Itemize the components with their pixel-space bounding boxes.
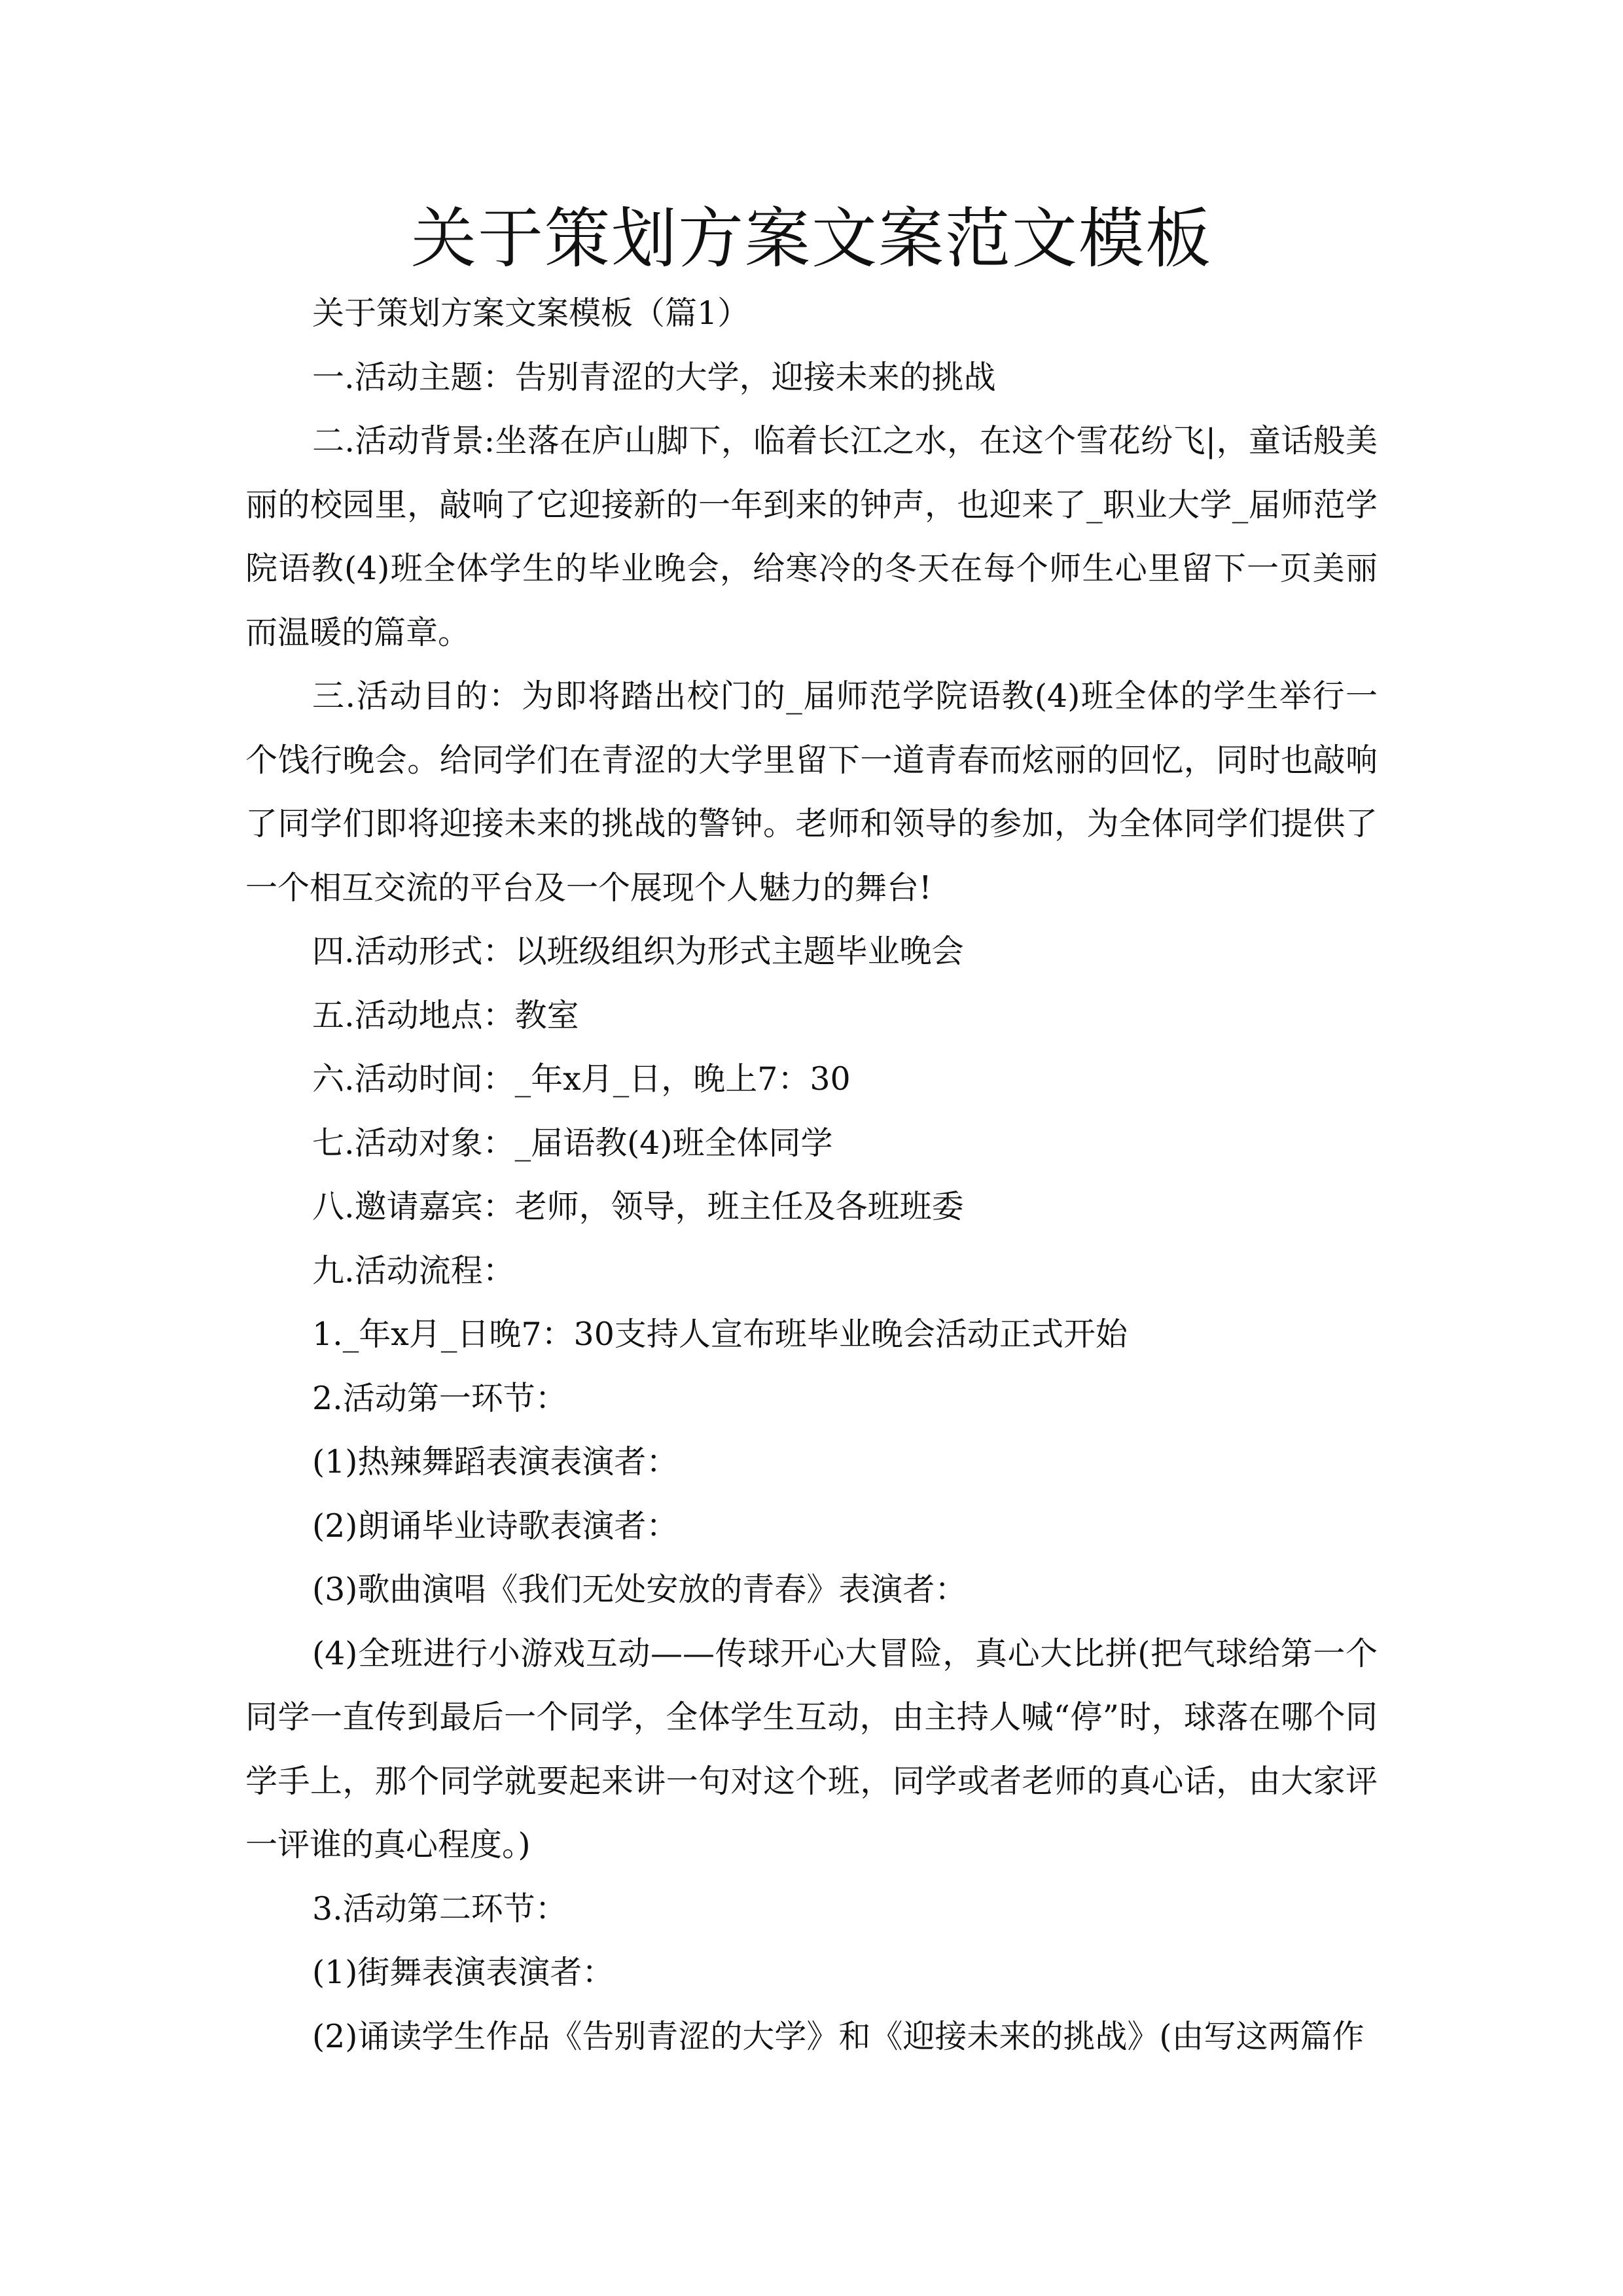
paragraph-time: 六.活动时间：_年x月_日，晚上7：30 [312,1060,851,1098]
paragraph-process-3: 3.活动第二环节： [312,1890,567,1928]
paragraph-item-dance: (1)热辣舞蹈表演表演者： [312,1443,679,1480]
paragraph-item-street-dance: (1)街舞表演表演者： [312,1954,615,1991]
document-body [245,281,1378,2068]
paragraph-item-game: (4)全班进行小游戏互动——传球开心大冒险，真心大比拼(把气球给第一个同学一直传到最后一个同学，全体学生互动，由主持人喊“停”时，球落在哪个同学手上，那个同学就要起来讲一句对这个班，同学或者老师的真心话，由大家评一评谁的真心程度。) [245,1634,1378,1863]
paragraph-guests: 八.邀请嘉宾：老师，领导，班主任及各班班委 [312,1188,964,1225]
paragraph-audience: 七.活动对象：_届语教(4)班全体同学 [312,1124,833,1162]
paragraph-purpose: 三.活动目的：为即将踏出校门的_届师范学院语教(4)班全体的学生举行一个饯行晚会。给同学们在青涩的大学里留下一道青春而炫丽的回忆，同时也敲响了同学们即将迎接未来的挑战的警钟。老师和领导的参加，为全体同学们提供了一个相互交流的平台及一个展现个人魅力的舞台! [245,677,1378,906]
paragraph-location: 五.活动地点：教室 [312,996,579,1034]
paragraph-process-2: 2.活动第一环节： [312,1379,567,1417]
paragraph-process-heading: 九.活动流程： [312,1251,515,1289]
paragraph-item-song: (3)歌曲演唱《我们无处安放的青春》表演者： [312,1571,967,1608]
paragraph-form: 四.活动形式：以班级组织为形式主题毕业晚会 [312,933,964,970]
paragraph-theme: 一.活动主题：告别青涩的大学，迎接未来的挑战 [312,358,996,396]
paragraph-item-poem: (2)朗诵毕业诗歌表演者： [312,1507,679,1545]
paragraph-item-reading: (2)诵读学生作品《告别青涩的大学》和《迎接未来的挑战》(由写这两篇作 [312,2017,1364,2055]
document-title: 关于策划方案文案范文模板 [411,200,1212,277]
paragraph-background: 二.活动背景:坐落在庐山脚下，临着长江之水，在这个雪花纷飞|，童话般美丽的校园里，敲响了它迎接新的一年到来的钟声，也迎来了_职业大学_届师范学院语教(4)班全体学生的毕业晚会，给寒冷的冬天在每个师生心里留下一页美丽而温暖的篇章。 [245,422,1378,651]
paragraph-process-1: 1._年x月_日晚7：30支持人宣布班毕业晚会活动正式开始 [312,1316,1128,1353]
paragraph-subtitle: 关于策划方案文案模板（篇1） [312,295,750,332]
